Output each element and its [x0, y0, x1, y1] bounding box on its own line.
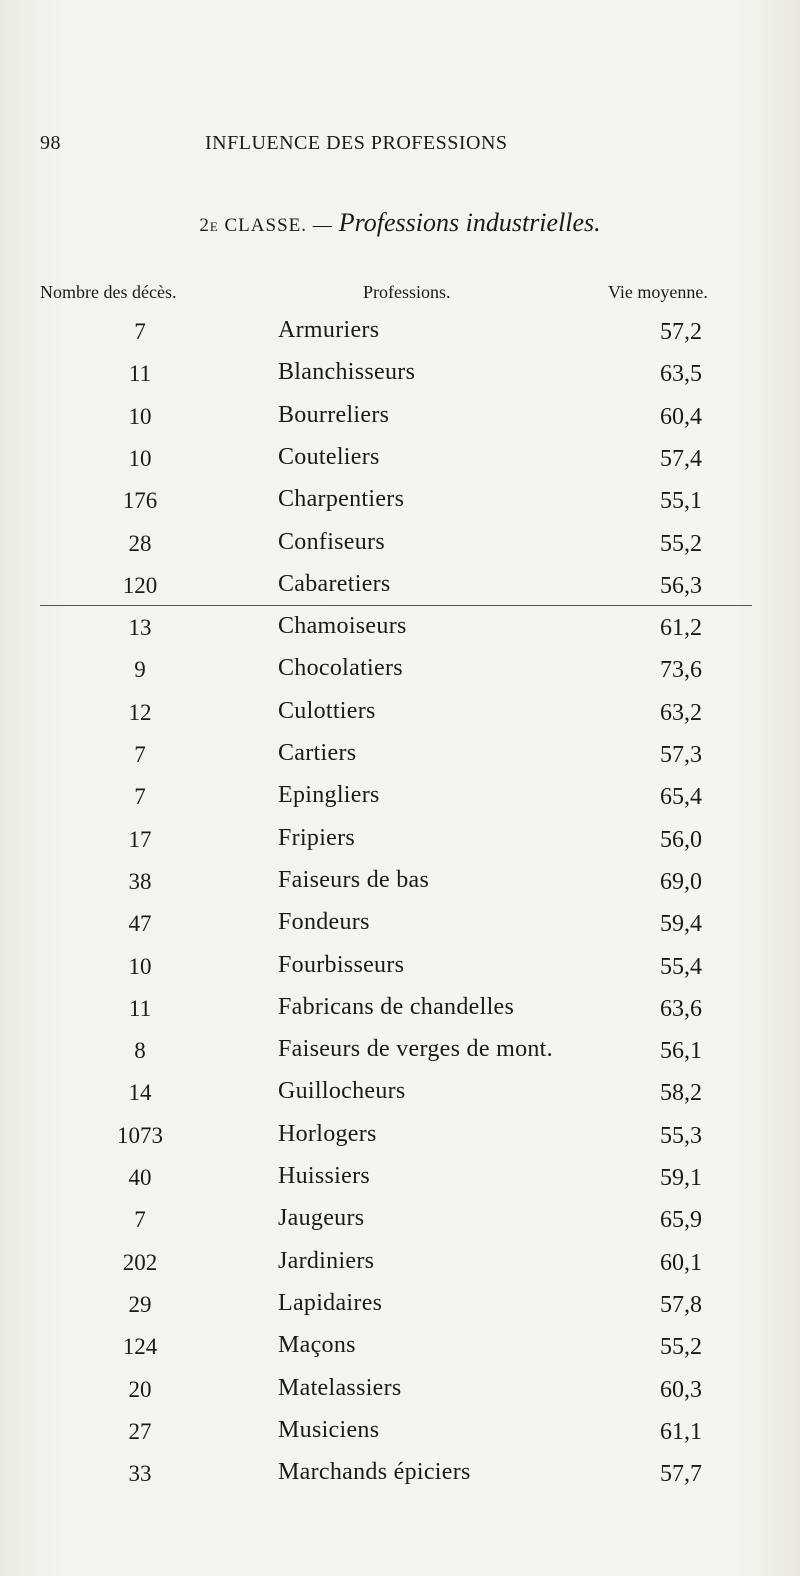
profession-name: Couteliers [278, 444, 380, 470]
average-life: 60,4 [660, 404, 702, 430]
table-row [0, 1032, 800, 1074]
average-life: 73,6 [660, 657, 702, 683]
table-row [0, 1201, 800, 1243]
death-count: 8 [134, 1038, 146, 1063]
profession-name: Epingliers [278, 782, 380, 808]
death-count: 202 [122, 1250, 158, 1275]
profession-name: Jaugeurs [278, 1205, 365, 1231]
table-row [0, 355, 800, 397]
table-row [0, 1117, 800, 1159]
death-count: 10 [128, 404, 152, 429]
average-life: 59,1 [660, 1165, 702, 1191]
average-life: 55,3 [660, 1123, 702, 1149]
column-headers [0, 282, 800, 308]
table-row [0, 525, 800, 567]
profession-name: Lapidaires [278, 1290, 383, 1316]
death-count: 17 [128, 827, 152, 852]
average-life: 57,7 [660, 1461, 702, 1487]
death-count: 47 [128, 911, 152, 936]
average-life: 61,1 [660, 1419, 702, 1445]
death-count: 11 [128, 996, 152, 1021]
average-life: 63,6 [660, 996, 702, 1022]
profession-name: Culottiers [278, 698, 376, 724]
table-row [0, 821, 800, 863]
death-count: 7 [134, 784, 146, 809]
average-life: 63,5 [660, 361, 702, 387]
death-count: 33 [128, 1461, 152, 1486]
profession-name: Cartiers [278, 740, 357, 766]
table-row [0, 1159, 800, 1201]
table-row [0, 567, 800, 609]
average-life: 57,2 [660, 319, 702, 345]
section-title [0, 208, 800, 238]
death-count: 10 [128, 446, 152, 471]
profession-name: Fripiers [278, 825, 356, 851]
death-count: 176 [122, 488, 158, 513]
profession-name: Matelassiers [278, 1375, 402, 1401]
table-row [0, 736, 800, 778]
death-count: 1073 [117, 1123, 163, 1148]
death-count: 11 [128, 361, 152, 386]
death-count: 120 [122, 573, 158, 598]
table-row [0, 313, 800, 355]
death-count: 29 [128, 1292, 152, 1317]
average-life: 60,1 [660, 1250, 702, 1276]
profession-name: Jardiniers [278, 1248, 375, 1274]
profession-name: Musiciens [278, 1417, 380, 1443]
death-count: 40 [128, 1165, 152, 1190]
table-row [0, 694, 800, 736]
average-life: 55,4 [660, 954, 702, 980]
death-count: 28 [128, 531, 152, 556]
table-row [0, 609, 800, 651]
profession-name: Faiseurs de verges de mont. [278, 1036, 553, 1062]
table-row [0, 1328, 800, 1370]
average-life: 55,1 [660, 488, 702, 514]
table-row [0, 778, 800, 820]
table-row [0, 1286, 800, 1328]
profession-name: Confiseurs [278, 529, 385, 555]
average-life: 59,4 [660, 911, 702, 937]
average-life: 65,4 [660, 784, 702, 810]
table-row [0, 440, 800, 482]
table-row [0, 651, 800, 693]
average-life: 55,2 [660, 531, 702, 557]
profession-name: Fabricans de chandelles [278, 994, 515, 1020]
profession-name: Armuriers [278, 317, 380, 343]
profession-name: Chamoiseurs [278, 613, 407, 639]
column-header-vie-moyenne: Vie moyenne. [608, 282, 708, 302]
running-title: INFLUENCE DES PROFESSIONS [205, 132, 508, 154]
death-count: 13 [128, 615, 152, 640]
table-row [0, 1455, 800, 1497]
profession-name: Huissiers [278, 1163, 371, 1189]
table-row [0, 948, 800, 990]
death-count: 9 [134, 657, 146, 682]
profession-name: Guillocheurs [278, 1078, 406, 1104]
table-row [0, 1371, 800, 1413]
average-life: 56,1 [660, 1038, 702, 1064]
table-row [0, 905, 800, 947]
average-life: 57,3 [660, 742, 702, 768]
death-count: 20 [128, 1377, 152, 1402]
average-life: 69,0 [660, 869, 702, 895]
profession-name: Bourreliers [278, 402, 390, 428]
column-header-deces: Nombre des décès. [40, 282, 177, 302]
death-count: 124 [122, 1334, 158, 1359]
page-number: 98 [40, 132, 61, 154]
death-count: 12 [128, 700, 152, 725]
average-life: 61,2 [660, 615, 702, 641]
profession-name: Faiseurs de bas [278, 867, 430, 893]
average-life: 58,2 [660, 1080, 702, 1106]
death-count: 38 [128, 869, 152, 894]
profession-name: Maçons [278, 1332, 356, 1358]
table-row [0, 398, 800, 440]
death-count: 14 [128, 1080, 152, 1105]
class-subtitle: Professions industrielles. [338, 208, 601, 237]
table-row [0, 990, 800, 1032]
average-life: 65,9 [660, 1207, 702, 1233]
average-life: 57,8 [660, 1292, 702, 1318]
profession-name: Chocolatiers [278, 655, 403, 681]
death-count: 7 [134, 1207, 146, 1232]
table-row [0, 482, 800, 524]
death-count: 7 [134, 319, 146, 344]
average-life: 56,0 [660, 827, 702, 853]
average-life: 60,3 [660, 1377, 702, 1403]
profession-name: Charpentiers [278, 486, 405, 512]
profession-name: Cabaretiers [278, 571, 391, 597]
profession-name: Fourbisseurs [278, 952, 405, 978]
average-life: 55,2 [660, 1334, 702, 1360]
column-header-professions: Professions. [363, 282, 451, 302]
profession-name: Marchands épiciers [278, 1459, 471, 1485]
profession-name: Horlogers [278, 1121, 377, 1147]
death-count: 27 [128, 1419, 152, 1444]
table-row [0, 1074, 800, 1116]
profession-name: Blanchisseurs [278, 359, 416, 385]
profession-name: Fondeurs [278, 909, 370, 935]
table-row [0, 863, 800, 905]
table-row [0, 1244, 800, 1286]
class-label: 2e CLASSE. — [199, 215, 333, 236]
average-life: 56,3 [660, 573, 702, 599]
death-count: 7 [134, 742, 146, 767]
average-life: 57,4 [660, 446, 702, 472]
average-life: 63,2 [660, 700, 702, 726]
table-row [0, 1413, 800, 1455]
death-count: 10 [128, 954, 152, 979]
